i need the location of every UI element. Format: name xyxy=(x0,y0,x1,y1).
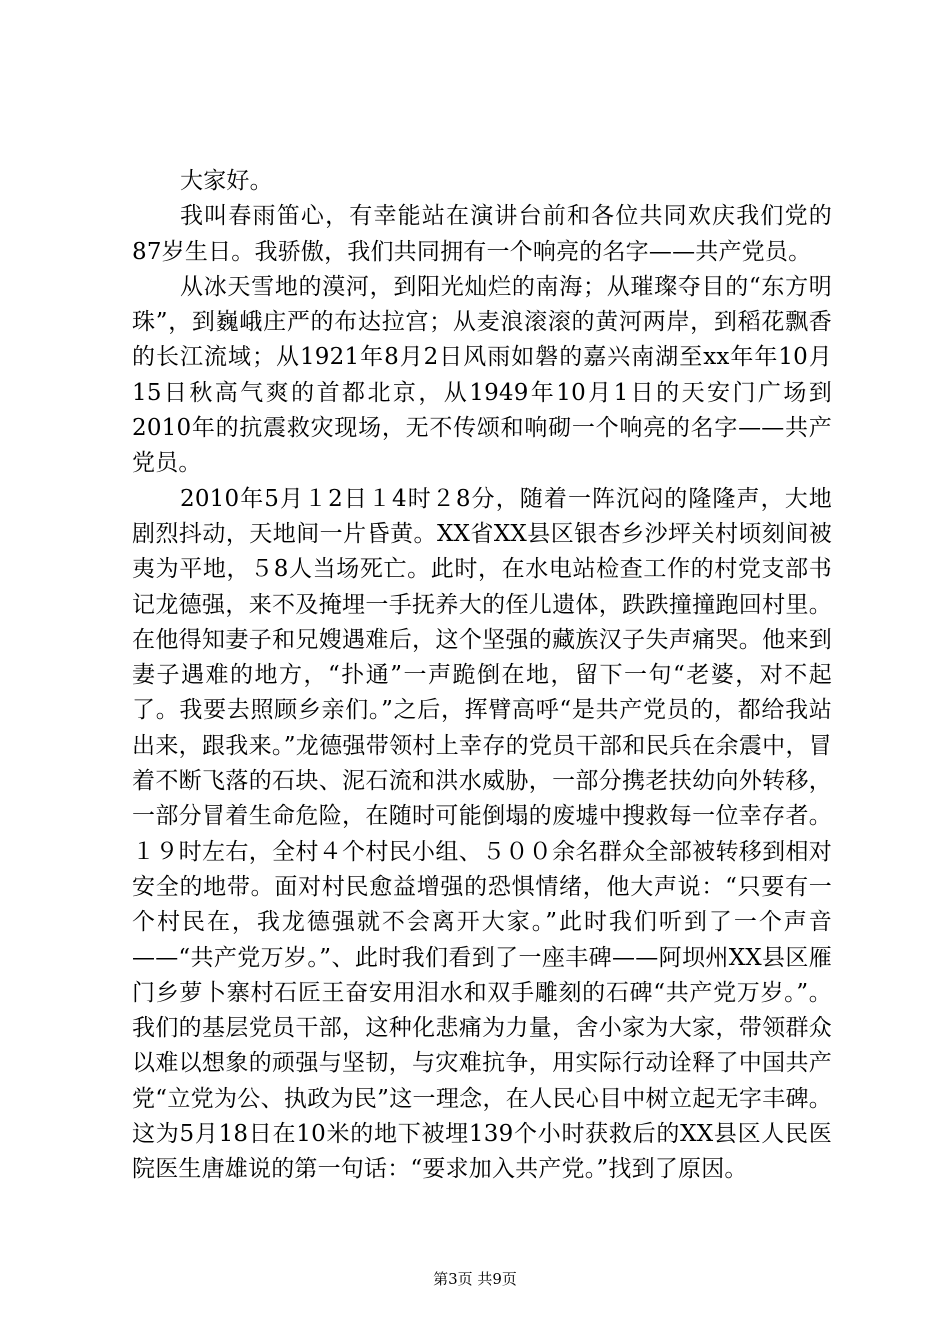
paragraph-introduction: 我叫春雨笛心，有幸能站在演讲台前和各位共同欢庆我们党的87岁生日。我骄傲，我们共同拥有一个响亮的名字——共产党员。 xyxy=(132,203,832,265)
page-number-footer: 第3页 共9页 xyxy=(433,1270,517,1288)
document-body xyxy=(132,164,832,1188)
paragraph-places: 从冰天雪地的漠河，到阳光灿烂的南海；从璀璨夺目的“东方明珠”，到巍峨庄严的布达拉宫；从麦浪滚滚的黄河两岸，到稻花飘香的长江流域；从1921年8月2日风雨如磐的嘉兴南湖至xx年年10月15日秋高气爽的首都北京，从1949年10月1日的天安门广场到2010年的抗震救灾现场，无不传颂和响砌一个响亮的名字——共产党员。 xyxy=(132,273,832,477)
paragraph-greeting: 大家好。 xyxy=(180,168,273,194)
paragraph-earthquake-story: 2010年5月１2日１4时２8分，随着一阵沉闷的隆隆声，大地剧烈抖动，天地间一片昏黄。XX省XX县区银杏乡沙坪关村顷刻间被夷为平地，５8人当场死亡。此时，在水电站检查工作的村党支部书记龙德强，来不及掩埋一手抚养大的侄儿遗体，跌跌撞撞跑回村里。在他得知妻子和兄嫂遇难后，这个坚强的藏族汉子失声痛哭。他来到妻子遇难的地方，“扑通”一声跪倒在地，留下一句“老婆，对不起了。我要去照顾乡亲们。”之后，挥臂高呼“是共产党员的，都给我站出来，跟我来。”龙德强带领村上幸存的党员干部和民兵在余震中，冒着不断飞落的石块、泥石流和洪水威胁，一部分携老扶幼向外转移，一部分冒着生命危险，在随时可能倒塌的废墟中搜救每一位幸存者。１９时左右，全村４个村民小组、５００余名群众全部被转移到相对安全的地带。面对村民愈益增强的恐惧情绪，他大声说：“只要有一个村民在，我龙德强就不会离开大家。”此时我们听到了一个声音——“共产党万岁。”、此时我们看到了一座丰碑——阿坝州XX县区雁门乡萝卜寨村石匠王奋安用泪水和双手雕刻的石碑“共产党万岁。”。我们的基层党员干部，这种化悲痛为力量，舍小家为大家，带领群众以难以想象的顽强与坚韧，与灾难抗争，用实际行动诠释了中国共产党“立党为公、执政为民”这一理念，在人民心目中树立起无字丰碑。这为5月18日在10米的地下被埋139个小时获救后的XX县区人民医院医生唐雄说的第一句话：“要求加入共产党。”找到了原因。 xyxy=(132,485,832,1183)
